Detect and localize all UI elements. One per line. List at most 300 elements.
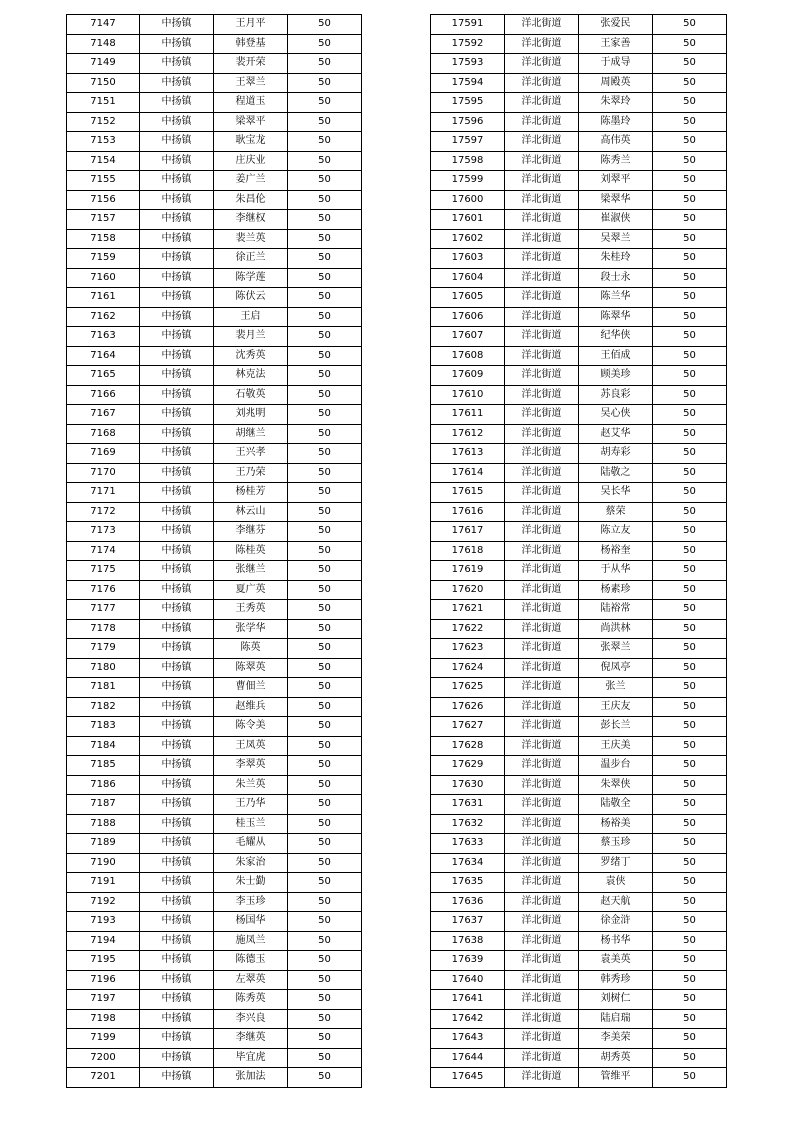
amount-cell: 50	[288, 346, 362, 366]
right-roster-table	[430, 14, 727, 1088]
table-row	[431, 951, 727, 971]
township-cell: 中扬镇	[140, 210, 214, 230]
name-cell: 吴心侠	[579, 405, 653, 425]
township-cell: 洋北街道	[505, 522, 579, 542]
serial-number-cell: 7158	[67, 229, 140, 249]
township-cell: 洋北街道	[505, 190, 579, 210]
township-cell: 洋北街道	[505, 210, 579, 230]
table-row	[67, 912, 362, 932]
amount-cell: 50	[288, 54, 362, 74]
amount-cell: 50	[288, 951, 362, 971]
township-cell: 中扬镇	[140, 502, 214, 522]
table-row	[431, 463, 727, 483]
name-cell: 李继英	[214, 1029, 288, 1049]
township-cell: 洋北街道	[505, 853, 579, 873]
name-cell: 桂玉兰	[214, 814, 288, 834]
table-row	[431, 678, 727, 698]
name-cell: 陆启瑞	[579, 1009, 653, 1029]
table-row	[431, 249, 727, 269]
table-row	[67, 541, 362, 561]
table-row	[67, 15, 362, 35]
name-cell: 温步台	[579, 756, 653, 776]
amount-cell: 50	[653, 171, 727, 191]
serial-number-cell: 17628	[431, 736, 505, 756]
amount-cell: 50	[653, 619, 727, 639]
name-cell: 左翠英	[214, 970, 288, 990]
table-row	[67, 34, 362, 54]
serial-number-cell: 7190	[67, 853, 140, 873]
table-row	[431, 541, 727, 561]
amount-cell: 50	[653, 853, 727, 873]
table-row	[67, 54, 362, 74]
table-row	[431, 736, 727, 756]
amount-cell: 50	[653, 54, 727, 74]
amount-cell: 50	[288, 931, 362, 951]
serial-number-cell: 17641	[431, 990, 505, 1010]
table-row	[67, 366, 362, 386]
serial-number-cell: 17620	[431, 580, 505, 600]
table-row	[67, 951, 362, 971]
table-row	[431, 151, 727, 171]
table-row	[67, 502, 362, 522]
amount-cell: 50	[288, 366, 362, 386]
name-cell: 张翠兰	[579, 639, 653, 659]
name-cell: 王庆友	[579, 697, 653, 717]
table-row	[431, 970, 727, 990]
table-row	[431, 834, 727, 854]
name-cell: 朱翠玲	[579, 93, 653, 113]
township-cell: 洋北街道	[505, 775, 579, 795]
serial-number-cell: 7167	[67, 405, 140, 425]
township-cell: 中扬镇	[140, 717, 214, 737]
amount-cell: 50	[288, 717, 362, 737]
township-cell: 中扬镇	[140, 873, 214, 893]
amount-cell: 50	[653, 424, 727, 444]
township-cell: 中扬镇	[140, 288, 214, 308]
table-row	[431, 307, 727, 327]
township-cell: 洋北街道	[505, 814, 579, 834]
name-cell: 赵维兵	[214, 697, 288, 717]
name-cell: 顾美珍	[579, 366, 653, 386]
name-cell: 姜广兰	[214, 171, 288, 191]
amount-cell: 50	[288, 658, 362, 678]
serial-number-cell: 7172	[67, 502, 140, 522]
table-row	[431, 34, 727, 54]
name-cell: 王启	[214, 307, 288, 327]
name-cell: 王家善	[579, 34, 653, 54]
name-cell: 朱家治	[214, 853, 288, 873]
amount-cell: 50	[288, 327, 362, 347]
serial-number-cell: 17631	[431, 795, 505, 815]
serial-number-cell: 7184	[67, 736, 140, 756]
name-cell: 林云山	[214, 502, 288, 522]
amount-cell: 50	[288, 288, 362, 308]
table-row	[67, 814, 362, 834]
serial-number-cell: 17640	[431, 970, 505, 990]
name-cell: 李继芬	[214, 522, 288, 542]
table-row	[67, 151, 362, 171]
table-row	[67, 385, 362, 405]
serial-number-cell: 7194	[67, 931, 140, 951]
amount-cell: 50	[288, 132, 362, 152]
amount-cell: 50	[288, 795, 362, 815]
amount-cell: 50	[653, 522, 727, 542]
amount-cell: 50	[653, 229, 727, 249]
amount-cell: 50	[653, 483, 727, 503]
serial-number-cell: 17615	[431, 483, 505, 503]
township-cell: 洋北街道	[505, 658, 579, 678]
amount-cell: 50	[288, 678, 362, 698]
table-row	[431, 171, 727, 191]
amount-cell: 50	[288, 522, 362, 542]
serial-number-cell: 17627	[431, 717, 505, 737]
name-cell: 胡寿彩	[579, 444, 653, 464]
township-cell: 洋北街道	[505, 112, 579, 132]
township-cell: 洋北街道	[505, 561, 579, 581]
name-cell: 段士永	[579, 268, 653, 288]
township-cell: 洋北街道	[505, 366, 579, 386]
serial-number-cell: 17596	[431, 112, 505, 132]
table-row	[67, 775, 362, 795]
name-cell: 杨裕奎	[579, 541, 653, 561]
township-cell: 中扬镇	[140, 600, 214, 620]
left-roster-body	[67, 15, 362, 1088]
serial-number-cell: 7197	[67, 990, 140, 1010]
name-cell: 杨国华	[214, 912, 288, 932]
township-cell: 洋北街道	[505, 873, 579, 893]
serial-number-cell: 17592	[431, 34, 505, 54]
name-cell: 陈令美	[214, 717, 288, 737]
name-cell: 陈墨玲	[579, 112, 653, 132]
amount-cell: 50	[653, 736, 727, 756]
serial-number-cell: 7162	[67, 307, 140, 327]
serial-number-cell: 17593	[431, 54, 505, 74]
table-row	[67, 522, 362, 542]
amount-cell: 50	[653, 892, 727, 912]
name-cell: 裴开荣	[214, 54, 288, 74]
township-cell: 中扬镇	[140, 1009, 214, 1029]
table-row	[67, 288, 362, 308]
table-row	[431, 853, 727, 873]
table-row	[67, 853, 362, 873]
amount-cell: 50	[288, 1009, 362, 1029]
serial-number-cell: 7151	[67, 93, 140, 113]
serial-number-cell: 7164	[67, 346, 140, 366]
table-row	[431, 1009, 727, 1029]
serial-number-cell: 7196	[67, 970, 140, 990]
township-cell: 中扬镇	[140, 444, 214, 464]
township-cell: 洋北街道	[505, 15, 579, 35]
serial-number-cell: 17604	[431, 268, 505, 288]
name-cell: 王佰成	[579, 346, 653, 366]
township-cell: 中扬镇	[140, 736, 214, 756]
name-cell: 陆裕常	[579, 600, 653, 620]
township-cell: 中扬镇	[140, 639, 214, 659]
amount-cell: 50	[288, 736, 362, 756]
serial-number-cell: 7198	[67, 1009, 140, 1029]
serial-number-cell: 7159	[67, 249, 140, 269]
serial-number-cell: 7192	[67, 892, 140, 912]
serial-number-cell: 17642	[431, 1009, 505, 1029]
name-cell: 陈学莲	[214, 268, 288, 288]
amount-cell: 50	[288, 853, 362, 873]
name-cell: 沈秀英	[214, 346, 288, 366]
amount-cell: 50	[288, 1048, 362, 1068]
township-cell: 洋北街道	[505, 444, 579, 464]
table-row	[67, 210, 362, 230]
township-cell: 洋北街道	[505, 54, 579, 74]
name-cell: 朱士勤	[214, 873, 288, 893]
name-cell: 王秀英	[214, 600, 288, 620]
amount-cell: 50	[288, 580, 362, 600]
township-cell: 中扬镇	[140, 366, 214, 386]
amount-cell: 50	[288, 210, 362, 230]
amount-cell: 50	[288, 502, 362, 522]
amount-cell: 50	[288, 463, 362, 483]
township-cell: 中扬镇	[140, 112, 214, 132]
amount-cell: 50	[653, 912, 727, 932]
township-cell: 中扬镇	[140, 990, 214, 1010]
table-row	[67, 307, 362, 327]
serial-number-cell: 17617	[431, 522, 505, 542]
amount-cell: 50	[288, 697, 362, 717]
table-row	[431, 210, 727, 230]
amount-cell: 50	[288, 639, 362, 659]
serial-number-cell: 17634	[431, 853, 505, 873]
township-cell: 中扬镇	[140, 424, 214, 444]
table-row	[67, 892, 362, 912]
township-cell: 洋北街道	[505, 288, 579, 308]
name-cell: 于从华	[579, 561, 653, 581]
left-roster-table	[66, 14, 362, 1088]
table-row	[431, 1029, 727, 1049]
table-row	[67, 444, 362, 464]
table-row	[67, 561, 362, 581]
table-row	[67, 697, 362, 717]
serial-number-cell: 7179	[67, 639, 140, 659]
table-row	[67, 970, 362, 990]
name-cell: 王月平	[214, 15, 288, 35]
name-cell: 裴兰英	[214, 229, 288, 249]
serial-number-cell: 17595	[431, 93, 505, 113]
serial-number-cell: 7156	[67, 190, 140, 210]
amount-cell: 50	[653, 697, 727, 717]
name-cell: 袁侠	[579, 873, 653, 893]
serial-number-cell: 17605	[431, 288, 505, 308]
township-cell: 中扬镇	[140, 912, 214, 932]
serial-number-cell: 17606	[431, 307, 505, 327]
amount-cell: 50	[653, 756, 727, 776]
name-cell: 韩登基	[214, 34, 288, 54]
serial-number-cell: 17599	[431, 171, 505, 191]
serial-number-cell: 17621	[431, 600, 505, 620]
serial-number-cell: 7157	[67, 210, 140, 230]
township-cell: 中扬镇	[140, 619, 214, 639]
table-row	[67, 463, 362, 483]
name-cell: 李兴良	[214, 1009, 288, 1029]
table-row	[431, 580, 727, 600]
name-cell: 彭长兰	[579, 717, 653, 737]
table-row	[431, 561, 727, 581]
table-row	[431, 483, 727, 503]
township-cell: 洋北街道	[505, 580, 579, 600]
amount-cell: 50	[653, 190, 727, 210]
amount-cell: 50	[288, 73, 362, 93]
table-row	[431, 522, 727, 542]
table-row	[431, 327, 727, 347]
serial-number-cell: 7195	[67, 951, 140, 971]
serial-number-cell: 7169	[67, 444, 140, 464]
table-row	[67, 1029, 362, 1049]
township-cell: 中扬镇	[140, 1068, 214, 1088]
township-cell: 洋北街道	[505, 34, 579, 54]
serial-number-cell: 17598	[431, 151, 505, 171]
table-row	[67, 190, 362, 210]
name-cell: 罗绪丁	[579, 853, 653, 873]
serial-number-cell: 7171	[67, 483, 140, 503]
table-row	[67, 112, 362, 132]
amount-cell: 50	[653, 639, 727, 659]
township-cell: 洋北街道	[505, 249, 579, 269]
serial-number-cell: 17624	[431, 658, 505, 678]
serial-number-cell: 7180	[67, 658, 140, 678]
township-cell: 中扬镇	[140, 346, 214, 366]
amount-cell: 50	[288, 268, 362, 288]
name-cell: 蔡荣	[579, 502, 653, 522]
table-row	[67, 327, 362, 347]
township-cell: 中扬镇	[140, 249, 214, 269]
amount-cell: 50	[288, 190, 362, 210]
township-cell: 洋北街道	[505, 1009, 579, 1029]
name-cell: 陆敬全	[579, 795, 653, 815]
name-cell: 杨书华	[579, 931, 653, 951]
serial-number-cell: 17638	[431, 931, 505, 951]
name-cell: 陈翠英	[214, 658, 288, 678]
township-cell: 洋北街道	[505, 229, 579, 249]
table-row	[431, 424, 727, 444]
name-cell: 王乃荣	[214, 463, 288, 483]
table-row	[431, 73, 727, 93]
amount-cell: 50	[288, 229, 362, 249]
township-cell: 中扬镇	[140, 522, 214, 542]
serial-number-cell: 17633	[431, 834, 505, 854]
name-cell: 朱昌伦	[214, 190, 288, 210]
amount-cell: 50	[653, 249, 727, 269]
amount-cell: 50	[288, 912, 362, 932]
amount-cell: 50	[288, 112, 362, 132]
table-row	[431, 912, 727, 932]
amount-cell: 50	[288, 151, 362, 171]
amount-cell: 50	[653, 834, 727, 854]
name-cell: 朱桂玲	[579, 249, 653, 269]
name-cell: 施凤兰	[214, 931, 288, 951]
amount-cell: 50	[653, 561, 727, 581]
amount-cell: 50	[288, 756, 362, 776]
name-cell: 王乃华	[214, 795, 288, 815]
name-cell: 张继兰	[214, 561, 288, 581]
township-cell: 中扬镇	[140, 483, 214, 503]
table-row	[67, 931, 362, 951]
table-row	[67, 424, 362, 444]
table-row	[431, 132, 727, 152]
name-cell: 梁翠华	[579, 190, 653, 210]
township-cell: 中扬镇	[140, 775, 214, 795]
township-cell: 中扬镇	[140, 541, 214, 561]
amount-cell: 50	[653, 814, 727, 834]
table-row	[67, 405, 362, 425]
serial-number-cell: 17600	[431, 190, 505, 210]
serial-number-cell: 7150	[67, 73, 140, 93]
amount-cell: 50	[653, 346, 727, 366]
amount-cell: 50	[288, 249, 362, 269]
name-cell: 管维平	[579, 1068, 653, 1088]
amount-cell: 50	[653, 405, 727, 425]
township-cell: 中扬镇	[140, 190, 214, 210]
amount-cell: 50	[653, 873, 727, 893]
serial-number-cell: 17625	[431, 678, 505, 698]
amount-cell: 50	[653, 775, 727, 795]
serial-number-cell: 7168	[67, 424, 140, 444]
name-cell: 朱兰英	[214, 775, 288, 795]
serial-number-cell: 17619	[431, 561, 505, 581]
township-cell: 洋北街道	[505, 619, 579, 639]
township-cell: 中扬镇	[140, 405, 214, 425]
township-cell: 中扬镇	[140, 229, 214, 249]
name-cell: 倪凤亭	[579, 658, 653, 678]
table-row	[67, 249, 362, 269]
name-cell: 徐金浒	[579, 912, 653, 932]
serial-number-cell: 7161	[67, 288, 140, 308]
name-cell: 毛耀从	[214, 834, 288, 854]
table-row	[431, 190, 727, 210]
township-cell: 中扬镇	[140, 1048, 214, 1068]
township-cell: 洋北街道	[505, 307, 579, 327]
name-cell: 蔡玉珍	[579, 834, 653, 854]
township-cell: 洋北街道	[505, 541, 579, 561]
amount-cell: 50	[653, 658, 727, 678]
serial-number-cell: 7176	[67, 580, 140, 600]
name-cell: 朱翠侠	[579, 775, 653, 795]
table-row	[67, 1048, 362, 1068]
township-cell: 洋北街道	[505, 346, 579, 366]
serial-number-cell: 7181	[67, 678, 140, 698]
serial-number-cell: 7186	[67, 775, 140, 795]
township-cell: 洋北街道	[505, 697, 579, 717]
township-cell: 洋北街道	[505, 424, 579, 444]
township-cell: 中扬镇	[140, 580, 214, 600]
table-row	[431, 756, 727, 776]
amount-cell: 50	[288, 990, 362, 1010]
township-cell: 洋北街道	[505, 600, 579, 620]
table-row	[67, 600, 362, 620]
township-cell: 中扬镇	[140, 795, 214, 815]
name-cell: 李美荣	[579, 1029, 653, 1049]
table-row	[431, 112, 727, 132]
serial-number-cell: 17610	[431, 385, 505, 405]
township-cell: 中扬镇	[140, 151, 214, 171]
name-cell: 高伟英	[579, 132, 653, 152]
serial-number-cell: 17608	[431, 346, 505, 366]
amount-cell: 50	[653, 93, 727, 113]
serial-number-cell: 17616	[431, 502, 505, 522]
amount-cell: 50	[653, 541, 727, 561]
table-row	[67, 73, 362, 93]
amount-cell: 50	[653, 1029, 727, 1049]
serial-number-cell: 7193	[67, 912, 140, 932]
township-cell: 洋北街道	[505, 327, 579, 347]
amount-cell: 50	[653, 1068, 727, 1088]
amount-cell: 50	[288, 541, 362, 561]
